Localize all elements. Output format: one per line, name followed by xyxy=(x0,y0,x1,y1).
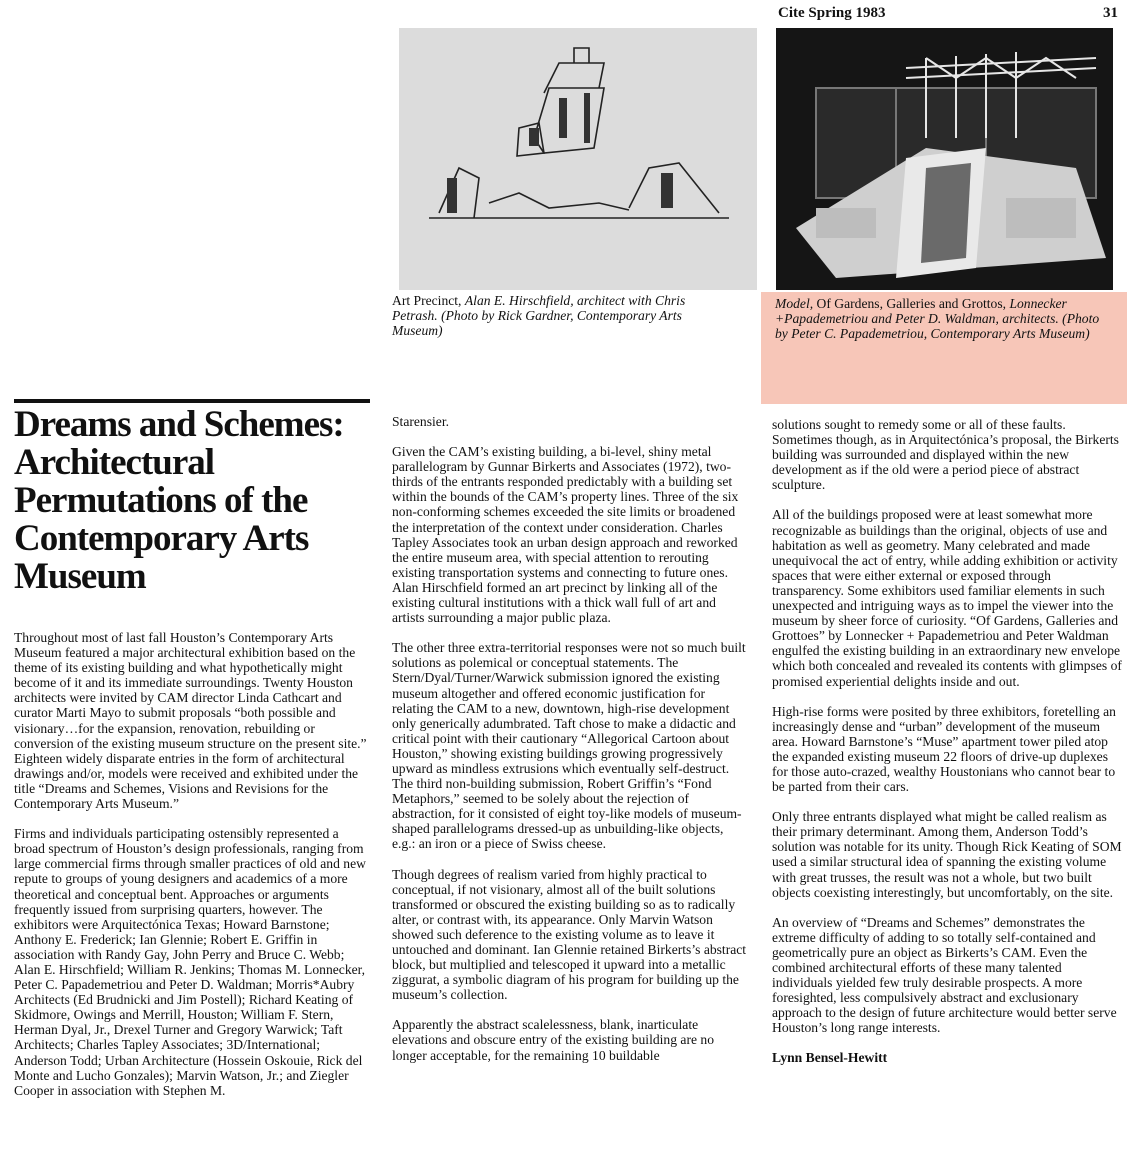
caption-right-italic1: Model, xyxy=(775,296,817,311)
issue-label: Cite Spring 1983 xyxy=(778,5,886,21)
art-precinct-sketch-image xyxy=(399,28,757,290)
paragraph: Given the CAM’s existing building, a bi-level, shiny metal parallelogram by Gunnar Birkerts and Associates (1972), two-thirds of the entrants responded predictably with a building set within the bounds of the CAM’s property lines. Three of the six non-conforming schemes exceeded the site limits or broadened the interpretation of the context under consideration. Charles Tapley Associates took an urban design approach and reworked the entire museum area, with special attention to rerouting existing transportation systems and connecting to future ones. Alan Hirschfield formed an art precinct by linking all of the existing cultural institutions with a thick wall full of art and artists surrounding a major public plaza. xyxy=(392,444,739,626)
column-1 xyxy=(14,630,371,1113)
page-header xyxy=(0,5,1127,25)
caption-art-precinct xyxy=(392,293,722,338)
paragraph: Firms and individuals participating ostensibly represented a broad spectrum of Houston’s design professionals, ranging from large commercial firms through smaller practices of old and new repute to groups of young designers and academics of a more theoretical and conceptual bent. Approaches or arguments frequently issued from surprising quarters, however. The exhibitors were Arquitectónica Texas; Howard Barnstone; Anthony E. Frederick; Ian Glennie; Robert E. Griffin in association with Randy Gay, John Perry and Bruce C. Webb; Alan E. Hirschfield; William R. Jenkins; Thomas M. Lonnecker, Peter C. Papademetriou and Peter D. Waldman; Morris*Aubry Architects (Ed Brudnicki and Jim Postell); Richard Keating of Skidmore, Owings and Merrill, Houston; William F. Stern, Herman Dyal, Jr., Drexel Turner and Gregory Warwick; Taft Architects; Charles Tapley Associates; 3D/International; Anderson Todd; Urban Architecture (Hossein Oskouie, Rick del Monte and Lucho Gonzales); Marvin Watson, Jr.; and Ziegler Cooper in association with Stephen M. xyxy=(14,826,366,1098)
caption-left-roman: Art Precinct, xyxy=(392,293,465,308)
paragraph: An overview of “Dreams and Schemes” demonstrates the extreme difficulty of adding to so totally self-contained and geometrically pure an object as Birkerts’s CAM. Even the combined architectural efforts of these many talented individuals yielded few truly desirable prospects. A more foresighted, less compulsively abstract and exclusionary approach to the design of future architecture would better serve Houston’s long range interests. xyxy=(772,914,1117,1036)
caption-model xyxy=(775,296,1115,341)
column-3 xyxy=(772,417,1124,1066)
paragraph: Only three entrants displayed what might be called realism as their primary determinant. Among them, Anderson Todd’s solution was notable for its unity. Though Rick Keating of SOM used a similar structural idea of spanning the existing volume with great trusses, the result was not a whole, but two built objects coexisting interestingly, but uncomfortably, on the site. xyxy=(772,809,1122,900)
caption-left-italic: Alan E. Hirschfield, architect with Chris Petrash. (Photo by Rick Gardner, Contemporary Arts Museum) xyxy=(392,293,686,338)
paragraph: The other three extra-territorial responses were not so much built solutions as polemical or conceptual statements. The Stern/Dyal/Turner/Warwick submission ignored the existing museum altogether and offered economic justification for relating the CAM to a new, downtown, high-rise development only generically adumbrated. Taft chose to make a didactic and critical point with their cautionary “Allegorical Cartoon about Houston,” showing existing buildings growing progressively upward as mindless extrusions which eventually self-destruct. The third non-building submission, Robert Griffin’s “Fond Metaphors,” seemed to be solely about the rejection of abstraction, for it consisted of eight toy-like models of museum-shaped parallelograms dressed-up as unbuilding-like objects, e.g.: an iron or a piece of Swiss cheese. xyxy=(392,640,746,852)
article-title: Dreams and Schemes: Architectural Permutations of the Contemporary Arts Museum xyxy=(14,404,344,597)
paragraph: solutions sought to remedy some or all of these faults. Sometimes though, as in Arquitectónica’s proposal, the Birkerts building was surrounded and displayed within the new development as if the old were a period piece of abstract sculpture. xyxy=(772,417,1119,493)
author-byline: Lynn Bensel-Hewitt xyxy=(772,1050,888,1066)
paragraph: High-rise forms were posited by three exhibitors, foretelling an increasingly dense and “urban” development of the museum area. Howard Barnstone’s “Muse” apartment tower piled atop the expanded existing museum 22 floors of drive-up duplexes for those auto-crazed, wealthy Houstonians who cannot bear to be parted from their cars. xyxy=(772,703,1116,795)
paragraph: Apparently the abstract scalelessness, blank, inarticulate elevations and obscure entry of the existing building are no longer acceptable, for the remaining 10 buildable xyxy=(392,1017,715,1063)
gardens-galleries-model-image xyxy=(776,28,1113,290)
title-rule xyxy=(14,399,370,403)
caption-right-roman: Of Gardens, Galleries and Grottos, xyxy=(816,296,1010,311)
paragraph: Though degrees of realism varied from highly practical to conceptual, if not visionary, almost all of the built solutions transformed or obscured the existing building so as to radically alter, or contrast with, its appearance. Only Marvin Watson showed such deference to the existing volume as to leave it untouched and dominant. Ian Glennie retained Birkerts’s abstract block, but multiplied and telescoped it upward into a metallic ziggurat, a symbolic diagram of his program for building up the museum’s collection. xyxy=(392,866,747,1003)
paragraph: All of the buildings proposed were at least somewhat more recognizable as buildings than the original, objects of use and habitation as well as geometry. Many celebrated and made unequivocal the act of entry, while adding exhibition or activity spaces that were either external or exposed through transparency. Some exhibitors used familiar elements in such unexpected and intriguing ways as to impel the viewer into the museum by sheer force of curiosity. “Of Gardens, Galleries and Grottoes” by Lonnecker + Papademetriou and Peter Waldman engulfed the existing building in an extraordinary new envelope which both concealed and revealed its contents with glimpses of promised experiential delights inside and out. xyxy=(772,507,1122,689)
caption-right-italic2: Lonnecker +Papademetriou and Peter D. Waldman, architects. (Photo by Peter C. Papademetriou, Contemporary Arts Museum) xyxy=(775,296,1100,341)
column-2 xyxy=(392,414,749,1078)
paragraph: Throughout most of last fall Houston’s Contemporary Arts Museum featured a major architectural exhibition based on the theme of its existing building and what hypothetically might become of it and its immediate surroundings. Twenty Houston architects were invited by CAM director Linda Cathcart and curator Marti Mayo to submit proposals “both possible and visionary…for the expansion, renovation, rebuilding or conversion of the existing museum structure on the present site.” Eighteen widely disparate entries in the form of architectural drawings and/or, models were received and exhibited under the title “Dreams and Schemes, Visions and Revisions for the Contemporary Arts Museum.” xyxy=(14,630,367,812)
paragraph: Starensier. xyxy=(392,414,450,429)
page-number: 31 xyxy=(1103,5,1118,21)
